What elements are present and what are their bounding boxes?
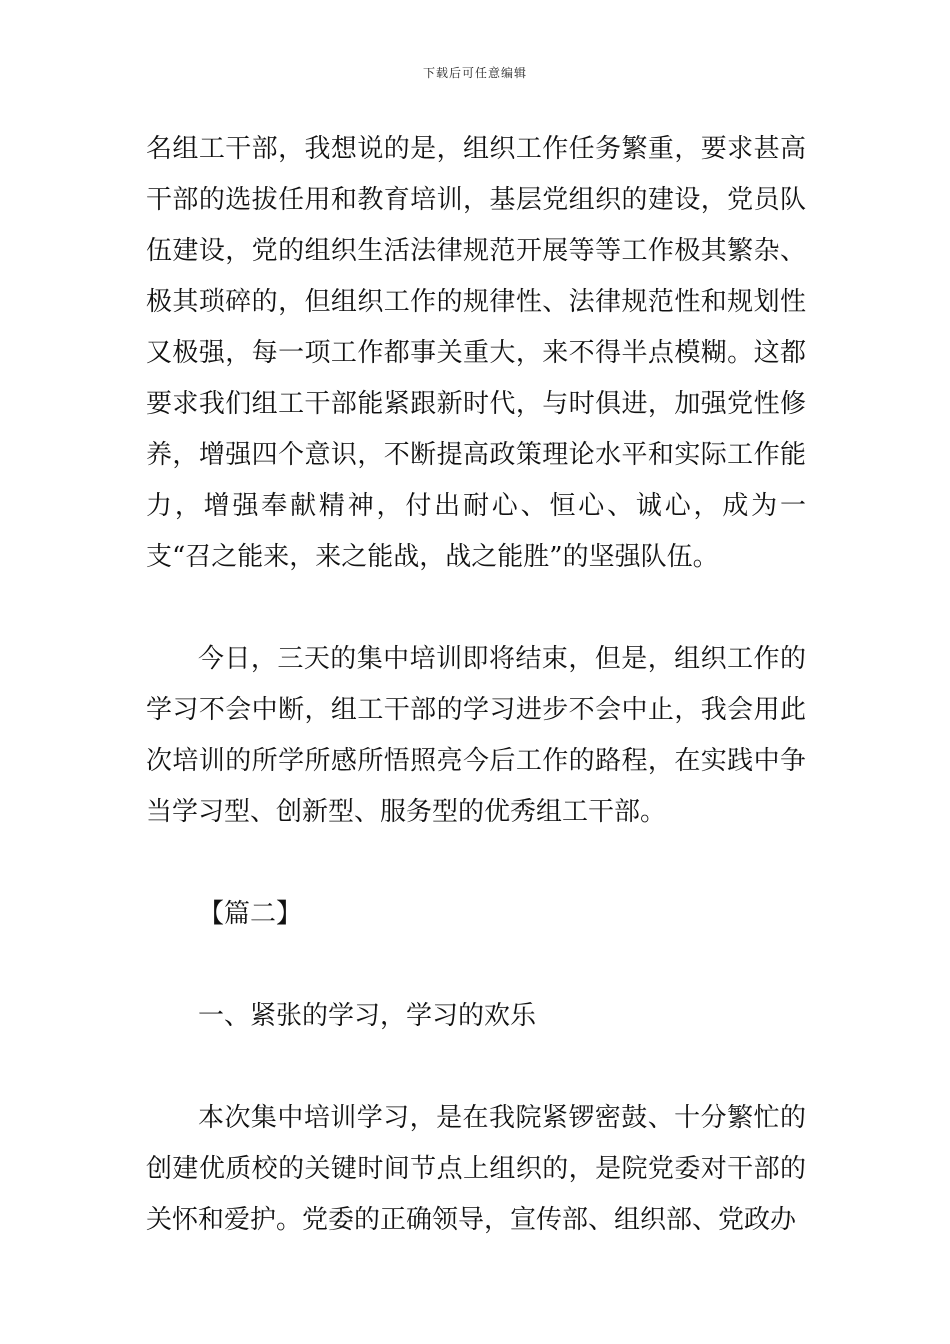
- paragraph-gap: [146, 583, 806, 634]
- paragraph-training-intro: 本次集中培训学习，是在我院紧锣密鼓、十分繁忙的创建优质校的关键时间节点上组织的，是院党委对干部的关怀和爱护。党委的正确领导，宣传部、组织部、党政办: [146, 1103, 806, 1235]
- page-header: 下载后可任意编辑: [422, 66, 527, 80]
- paragraph-continuation: 名组工干部，我想说的是，组织工作任务繁重，要求甚高干部的选拔任用和教育培训，基层党组织的建设，党员队伍建设，党的组织生活法律规范开展等等工作极其繁杂、极其琐碎的，但组织工作的规律性、法律规范性和规划性又极强，每一项工作都事关重大，来不得半点模糊。这都要求我们组工干部能紧跟新时代，与时俱进，加强党性修养，增强四个意识，不断提高政策理论水平和实际工作能力，增强奉献精神，付出耐心、恒心、诚心，成为一支“召之能来，来之能战，战之能胜”的坚强队伍。: [146, 134, 806, 572]
- document-body: [146, 124, 806, 1246]
- paragraph-gap: [146, 1042, 806, 1093]
- subsection-heading: 一、紧张的学习，学习的欢乐: [198, 1001, 537, 1031]
- paragraph-training-end: 今日，三天的集中培训即将结束，但是，组织工作的学习不会中断，组工干部的学习进步不会中止，我会用此次培训的所学所感所悟照亮今后工作的路程，在实践中争当学习型、创新型、服务型的优秀组工干部。: [146, 644, 806, 827]
- paragraph-gap: [146, 940, 806, 991]
- paragraph-gap: [146, 838, 806, 889]
- section-heading: 【篇二】: [198, 899, 303, 929]
